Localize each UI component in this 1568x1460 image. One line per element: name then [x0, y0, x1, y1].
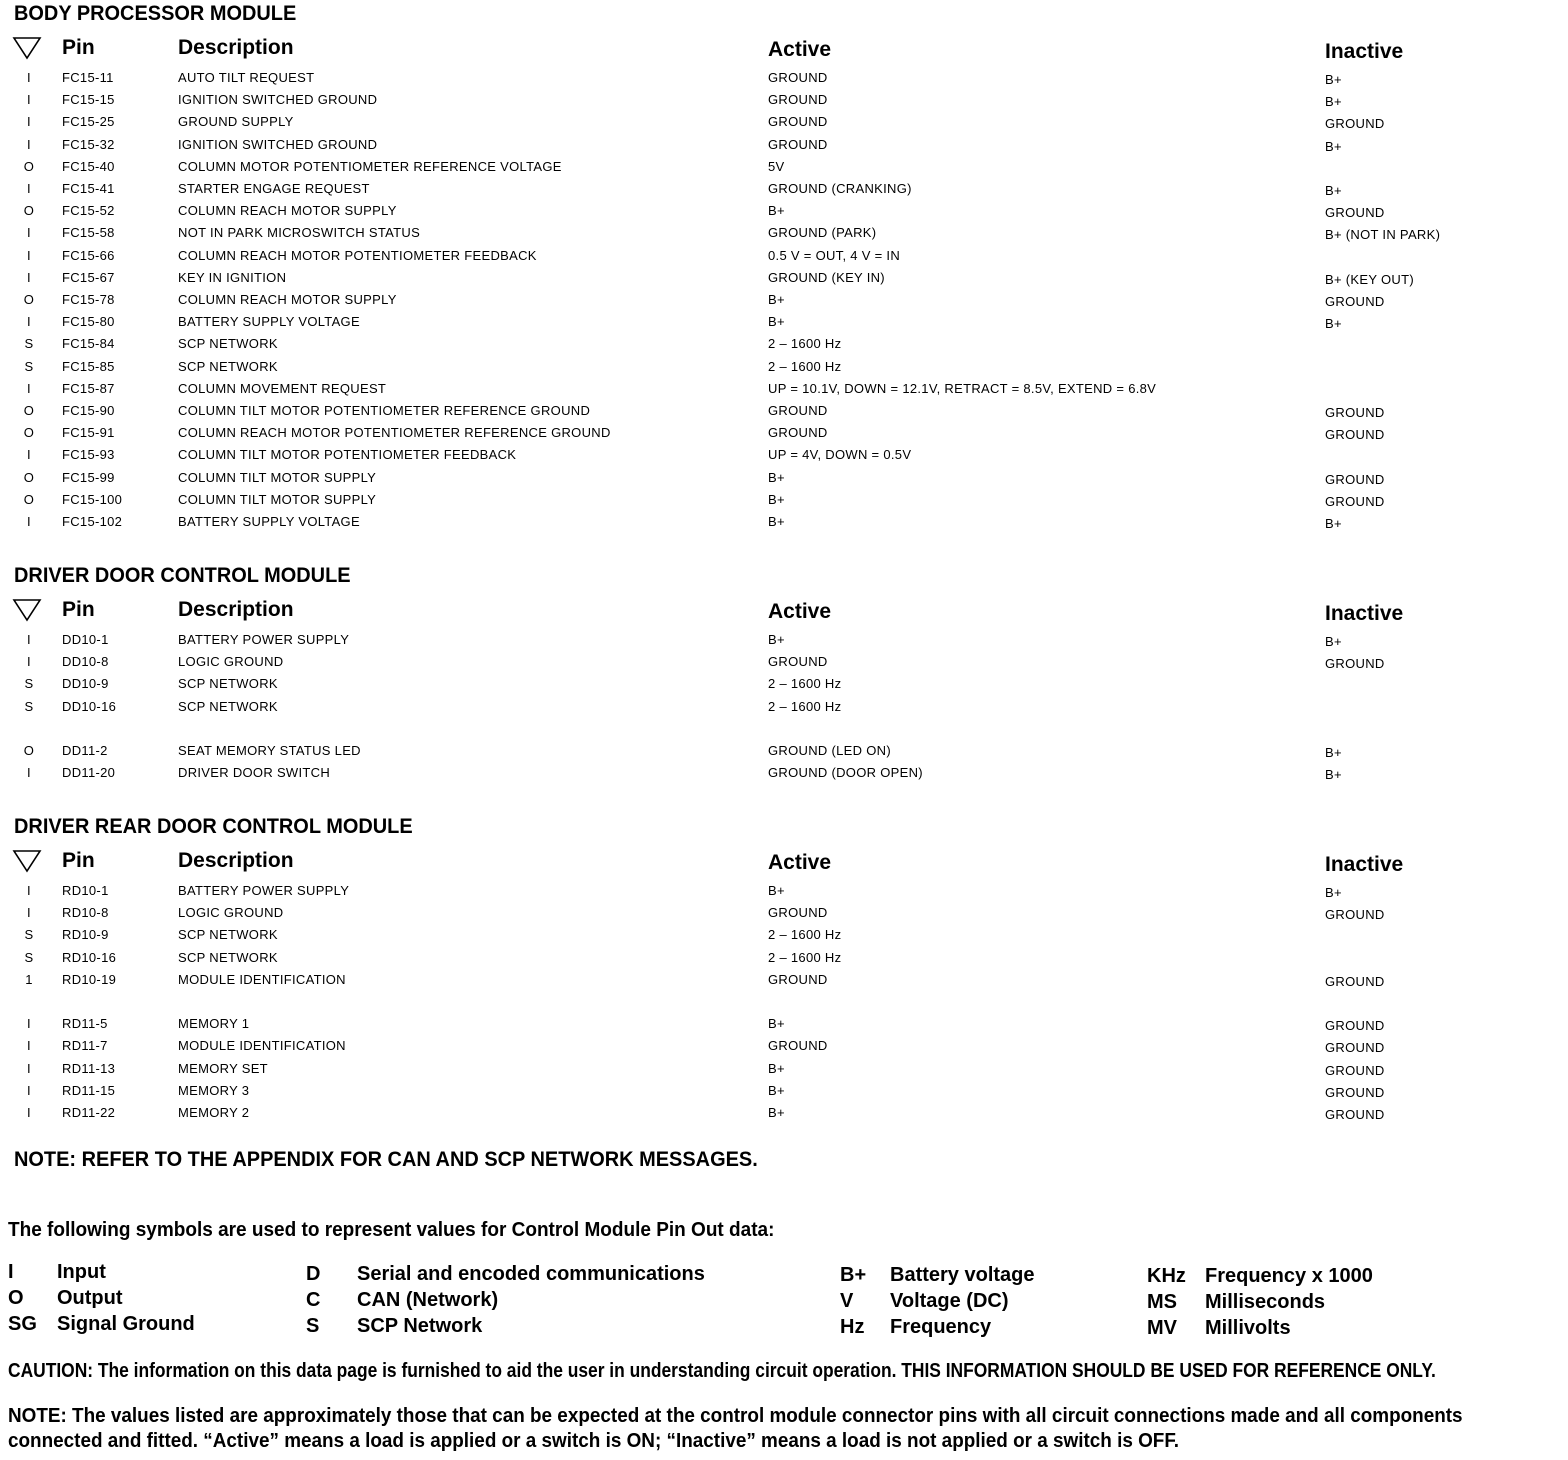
signal-type: I [27, 1105, 31, 1120]
inactive-value: GROUND [1325, 907, 1385, 923]
active-value: B+ [768, 883, 785, 898]
legend-symbol: MV [1147, 1317, 1177, 1339]
inactive-value: B+ [1325, 94, 1342, 110]
signal-type: S [24, 698, 34, 714]
legend-meaning: Milliseconds [1205, 1291, 1326, 1313]
pin-description: COLUMN MOTOR POTENTIOMETER REFERENCE VOLTAGE [178, 158, 562, 174]
pin-row [0, 292, 1568, 314]
pin-row [0, 225, 1568, 247]
signal-type: O [23, 292, 35, 307]
signal-type: S [24, 676, 34, 692]
legend-meaning: Output [57, 1287, 123, 1309]
pin-description: BATTERY SUPPLY VOLTAGE [178, 514, 360, 529]
pin-id: FC15-41 [62, 181, 115, 196]
signal-type: O [23, 743, 35, 758]
pin-id: RD11-22 [62, 1105, 116, 1120]
pin-description: LOGIC GROUND [178, 654, 284, 670]
signal-type: O [23, 425, 35, 441]
triangle-icon [12, 849, 42, 873]
inactive-value: GROUND [1325, 656, 1385, 672]
pin-description: COLUMN TILT MOTOR POTENTIOMETER FEEDBACK [178, 447, 517, 463]
signal-type: 1 [25, 971, 33, 987]
active-value: 2 – 1600 Hz [768, 698, 842, 714]
pin-row [0, 159, 1568, 181]
inactive-value: GROUND [1325, 405, 1385, 420]
signal-type: I [27, 181, 31, 196]
pin-header: Pin [62, 36, 95, 59]
active-value: GROUND [768, 971, 828, 987]
inactive-value: B+ [1325, 634, 1342, 649]
active-value: B+ [768, 203, 785, 219]
values-note: NOTE: The values listed are approximately those that can be expected at the control module connector pins with all circuit connections made and all components connected and fitted. “Active” means a load is applied or a switch is ON; “Inactive” means a load is not applied or a switch is OFF. [8, 1405, 1463, 1452]
signal-type: O [23, 203, 35, 219]
pin-id: FC15-32 [62, 136, 115, 152]
signal-type: O [23, 158, 35, 174]
active-value: GROUND [768, 425, 828, 441]
active-value: GROUND (PARK) [768, 225, 877, 241]
pin-description: SCP NETWORK [178, 676, 278, 692]
inactive-value: GROUND [1325, 205, 1385, 221]
pin-id: FC15-87 [62, 380, 115, 396]
signal-type: S [24, 336, 34, 352]
inactive-value: B+ [1325, 745, 1342, 760]
pin-row [0, 92, 1568, 114]
inactive-value: GROUND [1325, 427, 1385, 443]
pin-row [0, 470, 1568, 492]
pin-description: MEMORY 3 [178, 1082, 250, 1098]
pin-description: SCP NETWORK [178, 336, 278, 352]
pin-row [0, 632, 1568, 654]
active-value: B+ [768, 1016, 785, 1032]
pin-id: FC15-25 [62, 114, 115, 130]
pin-id: DD10-1 [62, 632, 109, 647]
signal-type: I [27, 1060, 31, 1076]
pin-description: DRIVER DOOR SWITCH [178, 765, 331, 781]
signal-type: I [27, 1016, 31, 1032]
signal-type: I [27, 247, 31, 263]
pin-description: SCP NETWORK [178, 698, 278, 714]
legend-symbol: I [8, 1261, 14, 1283]
pin-id: FC15-15 [62, 92, 115, 108]
active-value: GROUND [768, 654, 828, 670]
pin-description: IGNITION SWITCHED GROUND [178, 136, 378, 152]
pin-row [0, 336, 1568, 358]
signal-type: I [27, 380, 31, 396]
pin-row [0, 359, 1568, 381]
section-title: DRIVER REAR DOOR CONTROL MODULE [14, 815, 413, 838]
pin-description: COLUMN REACH MOTOR POTENTIOMETER REFERENCE GROUND [178, 425, 611, 441]
legend-meaning: Input [57, 1261, 106, 1283]
pin-id: FC15-52 [62, 203, 115, 219]
inactive-value: B+ (NOT IN PARK) [1325, 227, 1441, 243]
pin-description: COLUMN REACH MOTOR SUPPLY [178, 292, 397, 307]
pin-description: SCP NETWORK [178, 949, 278, 965]
pin-id: FC15-84 [62, 336, 115, 352]
inactive-value: GROUND [1325, 1107, 1385, 1122]
legend-meaning: Millivolts [1205, 1317, 1291, 1339]
pin-id: FC15-66 [62, 247, 115, 263]
pin-row [0, 699, 1568, 721]
signal-type: S [24, 358, 34, 374]
pin-id: DD10-8 [62, 654, 109, 670]
pin-id: FC15-100 [62, 491, 123, 507]
pin-description: COLUMN REACH MOTOR SUPPLY [178, 203, 397, 219]
legend-symbol: O [8, 1287, 24, 1309]
active-value: 2 – 1600 Hz [768, 358, 842, 374]
legend-meaning: Voltage (DC) [890, 1290, 1009, 1312]
pin-row [0, 270, 1568, 292]
pin-description: MODULE IDENTIFICATION [178, 971, 346, 987]
pin-row [0, 654, 1568, 676]
signal-type: I [27, 765, 31, 781]
active-value: GROUND [768, 1038, 828, 1054]
active-value: B+ [768, 1105, 785, 1120]
inactive-value: GROUND [1325, 116, 1385, 132]
pin-row [0, 70, 1568, 92]
legend-meaning: Signal Ground [57, 1313, 195, 1335]
inactive-value: GROUND [1325, 973, 1385, 989]
legend-symbol: KHz [1147, 1265, 1186, 1287]
inactive-value: B+ [1325, 138, 1342, 154]
inactive-value: B+ [1325, 516, 1342, 531]
legend-intro: The following symbols are used to represent values for Control Module Pin Out data: [8, 1219, 775, 1241]
legend-meaning: Battery voltage [890, 1264, 1035, 1286]
pin-id: DD11-20 [62, 765, 116, 781]
signal-type: I [27, 114, 31, 130]
active-value: B+ [768, 1082, 785, 1098]
legend-symbol: C [306, 1289, 321, 1311]
description-header: Description [178, 36, 294, 59]
pin-description: BATTERY SUPPLY VOLTAGE [178, 314, 360, 330]
pin-row [0, 950, 1568, 972]
pin-id: FC15-67 [62, 269, 115, 285]
pin-row [0, 248, 1568, 270]
appendix-note: NOTE: REFER TO THE APPENDIX FOR CAN AND SCP NETWORK MESSAGES. [14, 1148, 758, 1171]
pin-description: GROUND SUPPLY [178, 114, 294, 130]
signal-type: I [27, 92, 31, 108]
legend-meaning: Frequency [890, 1316, 992, 1338]
signal-type: I [27, 905, 31, 921]
active-value: GROUND [768, 403, 828, 418]
active-value: GROUND [768, 92, 828, 108]
active-header: Active [768, 600, 832, 623]
active-value: B+ [768, 632, 785, 647]
pin-row [0, 403, 1568, 425]
pin-id: FC15-93 [62, 447, 115, 463]
pin-description: MEMORY SET [178, 1060, 268, 1076]
pin-row [0, 972, 1568, 994]
pin-description: AUTO TILT REQUEST [178, 70, 315, 85]
inactive-value: GROUND [1325, 493, 1385, 509]
signal-type: I [27, 654, 31, 670]
pin-row [0, 114, 1568, 136]
pin-id: RD11-15 [62, 1082, 116, 1098]
legend-symbol: MS [1147, 1291, 1177, 1313]
pin-row [0, 1105, 1568, 1127]
pin-row [0, 1038, 1568, 1060]
inactive-value: GROUND [1325, 1018, 1385, 1034]
pin-id: FC15-91 [62, 425, 115, 441]
pin-id: RD10-16 [62, 949, 117, 965]
pin-row [0, 425, 1568, 447]
section-title: DRIVER DOOR CONTROL MODULE [14, 564, 351, 587]
pin-id: RD11-5 [62, 1016, 108, 1032]
active-value: GROUND (KEY IN) [768, 269, 885, 285]
pin-id: RD10-19 [62, 971, 117, 987]
active-value: GROUND [768, 114, 828, 130]
inactive-value: B+ [1325, 316, 1342, 332]
pin-description: KEY IN IGNITION [178, 269, 287, 285]
legend-meaning: CAN (Network) [357, 1289, 499, 1311]
inactive-value: GROUND [1325, 471, 1385, 487]
pin-row [0, 676, 1568, 698]
pin-row [0, 314, 1568, 336]
active-value: 2 – 1600 Hz [768, 336, 842, 352]
pin-row [0, 381, 1568, 403]
active-value: 2 – 1600 Hz [768, 676, 842, 692]
signal-type: S [24, 927, 34, 943]
active-value: GROUND [768, 905, 828, 921]
signal-type: I [27, 314, 31, 330]
pin-row [0, 883, 1568, 905]
pin-id: FC15-11 [62, 70, 114, 85]
legend-meaning: Frequency x 1000 [1205, 1265, 1373, 1287]
pin-id: RD10-8 [62, 905, 109, 921]
pin-row [0, 905, 1568, 927]
inactive-value: GROUND [1325, 294, 1385, 309]
pin-description: SCP NETWORK [178, 927, 278, 943]
pin-id: FC15-99 [62, 469, 115, 485]
pin-id: FC15-90 [62, 403, 115, 418]
pin-id: RD11-7 [62, 1038, 108, 1054]
inactive-value: B+ (KEY OUT) [1325, 271, 1414, 287]
signal-type: I [27, 70, 31, 85]
active-value: GROUND [768, 70, 828, 85]
pin-id: RD11-13 [62, 1060, 116, 1076]
triangle-icon [12, 598, 42, 622]
active-value: 0.5 V = OUT, 4 V = IN [768, 247, 901, 263]
pin-description: MEMORY 2 [178, 1105, 250, 1120]
pin-row [0, 181, 1568, 203]
active-value: B+ [768, 314, 785, 330]
inactive-value: GROUND [1325, 1084, 1385, 1100]
active-value: 2 – 1600 Hz [768, 927, 842, 943]
signal-type: I [27, 1082, 31, 1098]
pin-row [0, 1083, 1568, 1105]
signal-type: O [23, 469, 35, 485]
inactive-value: B+ [1325, 183, 1342, 198]
active-value: B+ [768, 292, 785, 307]
legend-symbol: D [306, 1263, 321, 1285]
pin-row [0, 137, 1568, 159]
legend-symbol: Hz [840, 1316, 865, 1338]
active-value: B+ [768, 469, 785, 485]
pin-description: COLUMN TILT MOTOR POTENTIOMETER REFERENCE GROUND [178, 403, 591, 418]
inactive-value: B+ [1325, 767, 1342, 783]
pin-id: DD10-9 [62, 676, 109, 692]
pin-row [0, 1016, 1568, 1038]
active-value: B+ [768, 491, 785, 507]
pin-id: FC15-80 [62, 314, 115, 330]
active-value: GROUND (LED ON) [768, 743, 891, 758]
inactive-header: Inactive [1325, 853, 1404, 876]
signal-type: O [23, 403, 35, 418]
signal-type: O [23, 491, 35, 507]
active-header: Active [768, 38, 832, 61]
pin-id: DD10-16 [62, 698, 117, 714]
pin-row [0, 721, 1568, 743]
pin-id: RD10-9 [62, 927, 109, 943]
signal-type: I [27, 269, 31, 285]
signal-type: S [24, 949, 34, 965]
active-value: 5V [768, 158, 785, 174]
pin-description: SCP NETWORK [178, 358, 278, 374]
inactive-value: B+ [1325, 885, 1342, 900]
pin-id: RD10-1 [62, 883, 109, 898]
pin-description: COLUMN TILT MOTOR SUPPLY [178, 491, 377, 507]
pin-row [0, 927, 1568, 949]
pin-id: FC15-102 [62, 514, 123, 529]
caution-note: CAUTION: The information on this data page is furnished to aid the user in understanding circuit operation. THIS INFORMATION SHOULD BE USED FOR REFERENCE ONLY. [8, 1360, 1436, 1382]
pin-description: NOT IN PARK MICROSWITCH STATUS [178, 225, 421, 241]
description-header: Description [178, 598, 294, 621]
pin-description: IGNITION SWITCHED GROUND [178, 92, 378, 108]
inactive-value: B+ [1325, 72, 1342, 87]
signal-type: I [27, 1038, 31, 1054]
active-value: GROUND [768, 136, 828, 152]
pin-description: STARTER ENGAGE REQUEST [178, 181, 370, 196]
pin-id: FC15-78 [62, 292, 115, 307]
signal-type: I [27, 514, 31, 529]
pin-row [0, 203, 1568, 225]
signal-type: I [27, 136, 31, 152]
pin-header: Pin [62, 598, 95, 621]
pin-description: MODULE IDENTIFICATION [178, 1038, 346, 1054]
active-value: 2 – 1600 Hz [768, 949, 842, 965]
pin-description: BATTERY POWER SUPPLY [178, 883, 350, 898]
pin-header: Pin [62, 849, 95, 872]
signal-type: I [27, 225, 31, 241]
signal-type: I [27, 447, 31, 463]
legend-symbol: B+ [840, 1264, 867, 1286]
pin-description: COLUMN TILT MOTOR SUPPLY [178, 469, 377, 485]
description-header: Description [178, 849, 294, 872]
legend-symbol: SG [8, 1313, 37, 1335]
pin-row [0, 492, 1568, 514]
legend-meaning: Serial and encoded communications [357, 1263, 705, 1285]
pin-row [0, 765, 1568, 787]
pin-description: LOGIC GROUND [178, 905, 284, 921]
active-value: UP = 4V, DOWN = 0.5V [768, 447, 912, 463]
inactive-value: GROUND [1325, 1040, 1385, 1056]
active-value: GROUND (CRANKING) [768, 181, 912, 196]
pin-description: SEAT MEMORY STATUS LED [178, 743, 361, 758]
active-value: UP = 10.1V, DOWN = 12.1V, RETRACT = 8.5V, EXTEND = 6.8V [768, 380, 1157, 396]
pin-id: FC15-40 [62, 158, 115, 174]
section-title: BODY PROCESSOR MODULE [14, 2, 297, 25]
pin-row [0, 1061, 1568, 1083]
inactive-header: Inactive [1325, 602, 1404, 625]
pin-description: BATTERY POWER SUPPLY [178, 632, 350, 647]
pin-id: DD11-2 [62, 743, 108, 758]
inactive-value: GROUND [1325, 1062, 1385, 1078]
pin-description: COLUMN MOVEMENT REQUEST [178, 380, 387, 396]
legend-symbol: V [840, 1290, 854, 1312]
active-value: B+ [768, 514, 785, 529]
active-value: B+ [768, 1060, 785, 1076]
pin-description: COLUMN REACH MOTOR POTENTIOMETER FEEDBACK [178, 247, 537, 263]
inactive-header: Inactive [1325, 40, 1404, 63]
pin-row [0, 447, 1568, 469]
pin-row [0, 743, 1568, 765]
active-header: Active [768, 851, 832, 874]
triangle-icon [12, 36, 42, 60]
pin-row [0, 994, 1568, 1016]
pin-id: FC15-58 [62, 225, 115, 241]
pin-id: FC15-85 [62, 358, 115, 374]
pin-description: MEMORY 1 [178, 1016, 250, 1032]
signal-type: I [27, 883, 31, 898]
legend-symbol: S [306, 1315, 320, 1337]
pin-row [0, 514, 1568, 536]
active-value: GROUND (DOOR OPEN) [768, 765, 923, 781]
signal-type: I [27, 632, 31, 647]
legend-meaning: SCP Network [357, 1315, 483, 1337]
